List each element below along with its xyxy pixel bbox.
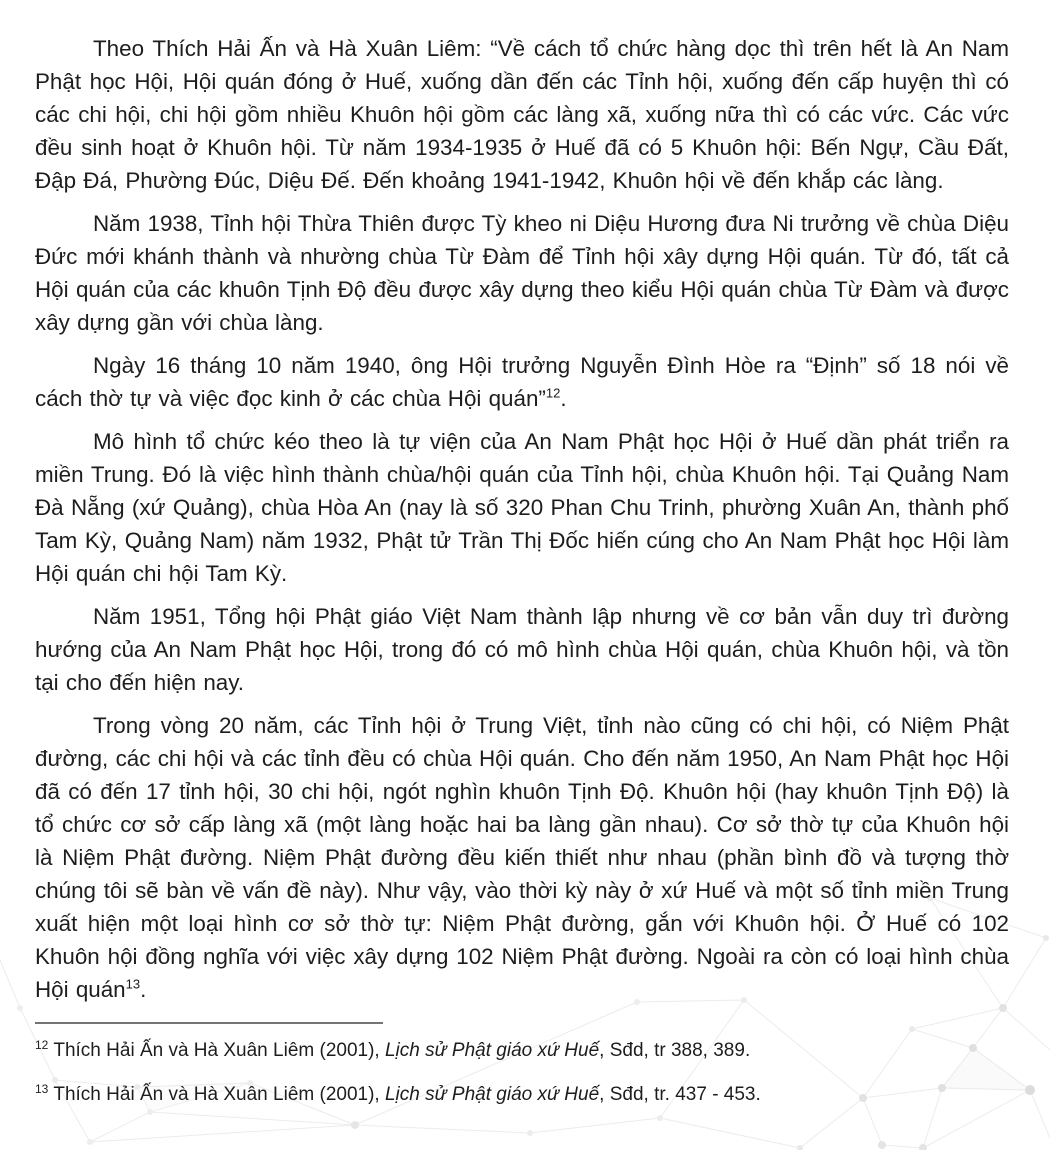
paragraph bbox=[35, 600, 1009, 699]
paragraph-text: Mô hình tổ chức kéo theo là tự viện của An Nam Phật học Hội ở Huế dần phát triển ra miền Trung. Đó là việc hình thành chùa/hội quán của Tỉnh hội, chùa Khuôn hội. Tại Quảng Nam Đà Nẵng (xứ Quảng), chùa Hòa An (nay là số 320 Phan Chu Trinh, phường Xuân An, thành phố Tam Kỳ, Quảng Nam) năm 1932, Phật tử Trần Thị Đốc hiến cúng cho An Nam Phật học Hội làm Hội quán chi hội Tam Kỳ. bbox=[35, 429, 1009, 586]
footnote-marker: 13 bbox=[35, 1081, 49, 1096]
paragraph bbox=[35, 709, 1009, 1006]
footnote-text: Thích Hải Ấn và Hà Xuân Liêm (2001), bbox=[53, 1040, 385, 1061]
footnote-text: , Sđd, tr. 437 - 453. bbox=[599, 1084, 761, 1105]
footnote bbox=[35, 1082, 1009, 1107]
document-content bbox=[35, 32, 1009, 1107]
paragraph-text: Năm 1951, Tổng hội Phật giáo Việt Nam thành lập nhưng về cơ bản vẫn duy trì đường hướng của An Nam Phật học Hội, trong đó có mô hình chùa Hội quán, chùa Khuôn hội, và tồn tại cho đến hiện nay. bbox=[35, 604, 1009, 695]
paragraph-text: Theo Thích Hải Ấn và Hà Xuân Liêm: “Về cách tổ chức hàng dọc thì trên hết là An Nam Phật học Hội, Hội quán đóng ở Huế, xuống dần đến các Tỉnh hội, xuống đến cấp huyện thì có các chi hội, chi hội gồm nhiều Khuôn hội gồm các làng xã, xuống nữa thì có các vức. Các vức đều sinh hoạt ở Khuôn hội. Từ năm 1934-1935 ở Huế đã có 5 Khuôn hội: Bến Ngự, Cầu Đất, Đập Đá, Phường Đúc, Diệu Đế. Đến khoảng 1941-1942, Khuôn hội về đến khắp các làng. bbox=[35, 36, 1009, 193]
paragraph-text: . bbox=[140, 977, 147, 1002]
paragraph bbox=[35, 425, 1009, 590]
footnote bbox=[35, 1038, 1009, 1063]
footnote-separator bbox=[35, 1022, 383, 1024]
book-title: Lịch sử Phật giáo xứ Huế bbox=[384, 1084, 600, 1105]
paragraph-text: Năm 1938, Tỉnh hội Thừa Thiên được Tỳ kheo ni Diệu Hương đưa Ni trưởng về chùa Diệu Đức mới khánh thành và nhường chùa Từ Đàm để Tỉnh hội xây dựng Hội quán. Từ đó, tất cả Hội quán của các khuôn Tịnh Độ đều được xây dựng theo kiểu Hội quán chùa Từ Đàm và được xây dựng gần với chùa làng. bbox=[35, 211, 1009, 335]
footnote-reference-12: 12 bbox=[545, 385, 561, 401]
footnote-reference-13: 13 bbox=[125, 976, 141, 992]
paragraph bbox=[35, 32, 1009, 197]
paragraph bbox=[35, 207, 1009, 339]
footnote-text: Thích Hải Ấn và Hà Xuân Liêm (2001), bbox=[53, 1084, 385, 1105]
book-title: Lịch sử Phật giáo xứ Huế bbox=[384, 1040, 600, 1061]
paragraph-text: . bbox=[560, 386, 567, 411]
paragraph-text: Trong vòng 20 năm, các Tỉnh hội ở Trung Việt, tỉnh nào cũng có chi hội, có Niệm Phật đường, các chi hội và các tỉnh đều có chùa Hội quán. Cho đến năm 1950, An Nam Phật học Hội đã có đến 17 tỉnh hội, 30 chi hội, ngót nghìn khuôn Tịnh Độ. Khuôn hội (hay khuôn Tịnh Độ) là tổ chức cơ sở cấp làng xã (một làng hoặc hai ba làng gần nhau). Cơ sở thờ tự của Khuôn hội là Niệm Phật đường. Niệm Phật đường đều kiến thiết như nhau (phần bình đồ và tượng thờ chúng tôi sẽ bàn về vấn đề này). Như vậy, vào thời kỳ này ở xứ Huế và một số tỉnh miền Trung xuất hiện một loại hình cơ sở thờ tự: Niệm Phật đường, gắn với Khuôn hội. Ở Huế có 102 Khuôn hội đồng nghĩa với việc xây dựng 102 Niệm Phật đường. Ngoài ra còn có loại hình chùa Hội quán bbox=[35, 713, 1009, 1002]
footnote-text: , Sđd, tr 388, 389. bbox=[599, 1040, 751, 1061]
paragraph-text: Ngày 16 tháng 10 năm 1940, ông Hội trưởng Nguyễn Đình Hòe ra “Định” số 18 nói về cách thờ tự và việc đọc kinh ở các chùa Hội quán” bbox=[35, 353, 1009, 411]
paragraph bbox=[35, 349, 1009, 415]
footnote-marker: 12 bbox=[35, 1037, 49, 1052]
